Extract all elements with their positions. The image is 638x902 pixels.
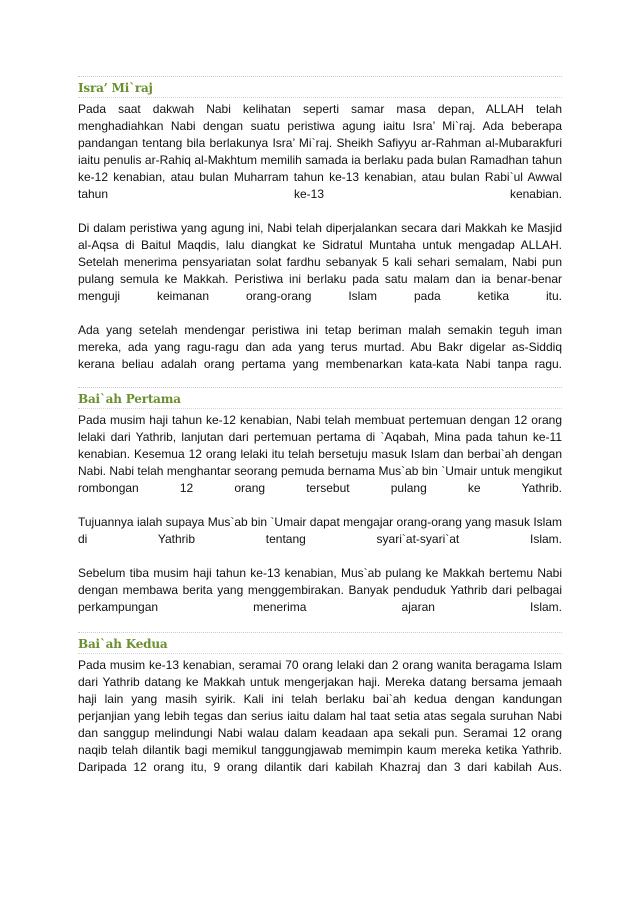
document-page xyxy=(78,76,562,776)
section-baiah-kedua xyxy=(78,632,562,776)
paragraph: Pada saat dakwah Nabi kelihatan seperti samar masa depan, ALLAH telah menghadiahkan Nabi dengan suatu peristiwa agung iaitu Isra’ Mi`raj. Ada beberapa pandangan tentang bila berlakunya Isra’ Mi`raj. Sheikh Safiyyu ar-Rahman al-Mubarakfuri iaitu penulis ar-Rahiq al-Makhtum memilih samada ia berlaku pada bulan Ramadhan tahun ke-12 kenabian, atau bulan Muharram tahun ke-13 kenabian, atau bulan Rabi`ul Awwal tahun ke-13 kenabian. xyxy=(78,102,562,201)
paragraph: Di dalam peristiwa yang agung ini, Nabi telah diperjalankan secara dari Makkah ke Masjid al-Aqsa di Baitul Maqdis, lalu diangkat ke Sidratul Muntaha untuk mengadap ALLAH. Setelah menerima pensyariatan solat fardhu sebanyak 5 kali sehari semalam, Nabi pun pulang semula ke Makkah. Peristiwa ini berlaku pada satu malam dan ia benar-benar menguji keimanan orang-orang Islam pada ketika itu. xyxy=(78,221,562,303)
paragraph: Tujuannya ialah supaya Mus`ab bin `Umair dapat mengajar orang-orang yang masuk Islam di Yathrib tentang syari`at-syari`at Islam. xyxy=(78,515,562,546)
heading-divider xyxy=(78,408,562,409)
section-heading: Bai`ah Kedua xyxy=(78,637,168,651)
paragraph: Pada musim ke-13 kenabian, seramai 70 orang lelaki dan 2 orang wanita beragama Islam dari Yathrib datang ke Makkah untuk mengerjakan haji. Mereka datang bersama jemaah haji lain yang masih syirik. Kali ini telah berlaku bai`ah kedua dengan kandungan perjanjian yang lebih tegas dan serius iaitu dalam hal taat setia atas segala suruhan Nabi dan sanggup melindungi Nabi walau dalam keadaan apa sekali pun. Seramai 12 orang naqib telah dilantik bagi memikul tanggungjawab memimpin kaum mereka ketika Yathrib. Daripada 12 orang itu, 9 orang dilantik dari kabilah Khazraj dan 3 dari kabilah Aus. xyxy=(78,658,562,774)
paragraph: Sebelum tiba musim haji tahun ke-13 kenabian, Mus`ab pulang ke Makkah bertemu Nabi dengan membawa berita yang menggembirakan. Banyak penduduk Yathrib dari pelbagai perkampungan menerima ajaran Islam. xyxy=(78,566,562,614)
section-baiah-pertama xyxy=(78,387,562,616)
heading-divider xyxy=(78,97,562,98)
section-heading: Bai`ah Pertama xyxy=(78,392,181,406)
paragraph: Ada yang setelah mendengar peristiwa ini tetap beriman malah semakin teguh iman mereka, ada yang ragu-ragu dan ada yang terus murtad. Abu Bakr digelar as-Siddiq kerana beliau adalah orang pertama yang membenarkan kata-kata Nabi tanpa ragu. xyxy=(78,323,562,371)
section-isra-miraj xyxy=(78,76,562,373)
heading-divider xyxy=(78,653,562,654)
paragraph: Pada musim haji tahun ke-12 kenabian, Nabi telah membuat pertemuan dengan 12 orang lelaki dari Yathrib, lanjutan dari pertemuan pertama di `Aqabah, Mina pada tahun ke-11 kenabian. Kesemua 12 orang lelaki itu telah bersetuju masuk Islam dan berbai`ah dengan Nabi. Nabi telah menghantar seorang pemuda bernama Mus`ab bin `Umair untuk mengikut rombongan 12 orang tersebut pulang ke Yathrib. xyxy=(78,413,562,495)
section-heading: Isra’ Mi`raj xyxy=(78,81,153,95)
